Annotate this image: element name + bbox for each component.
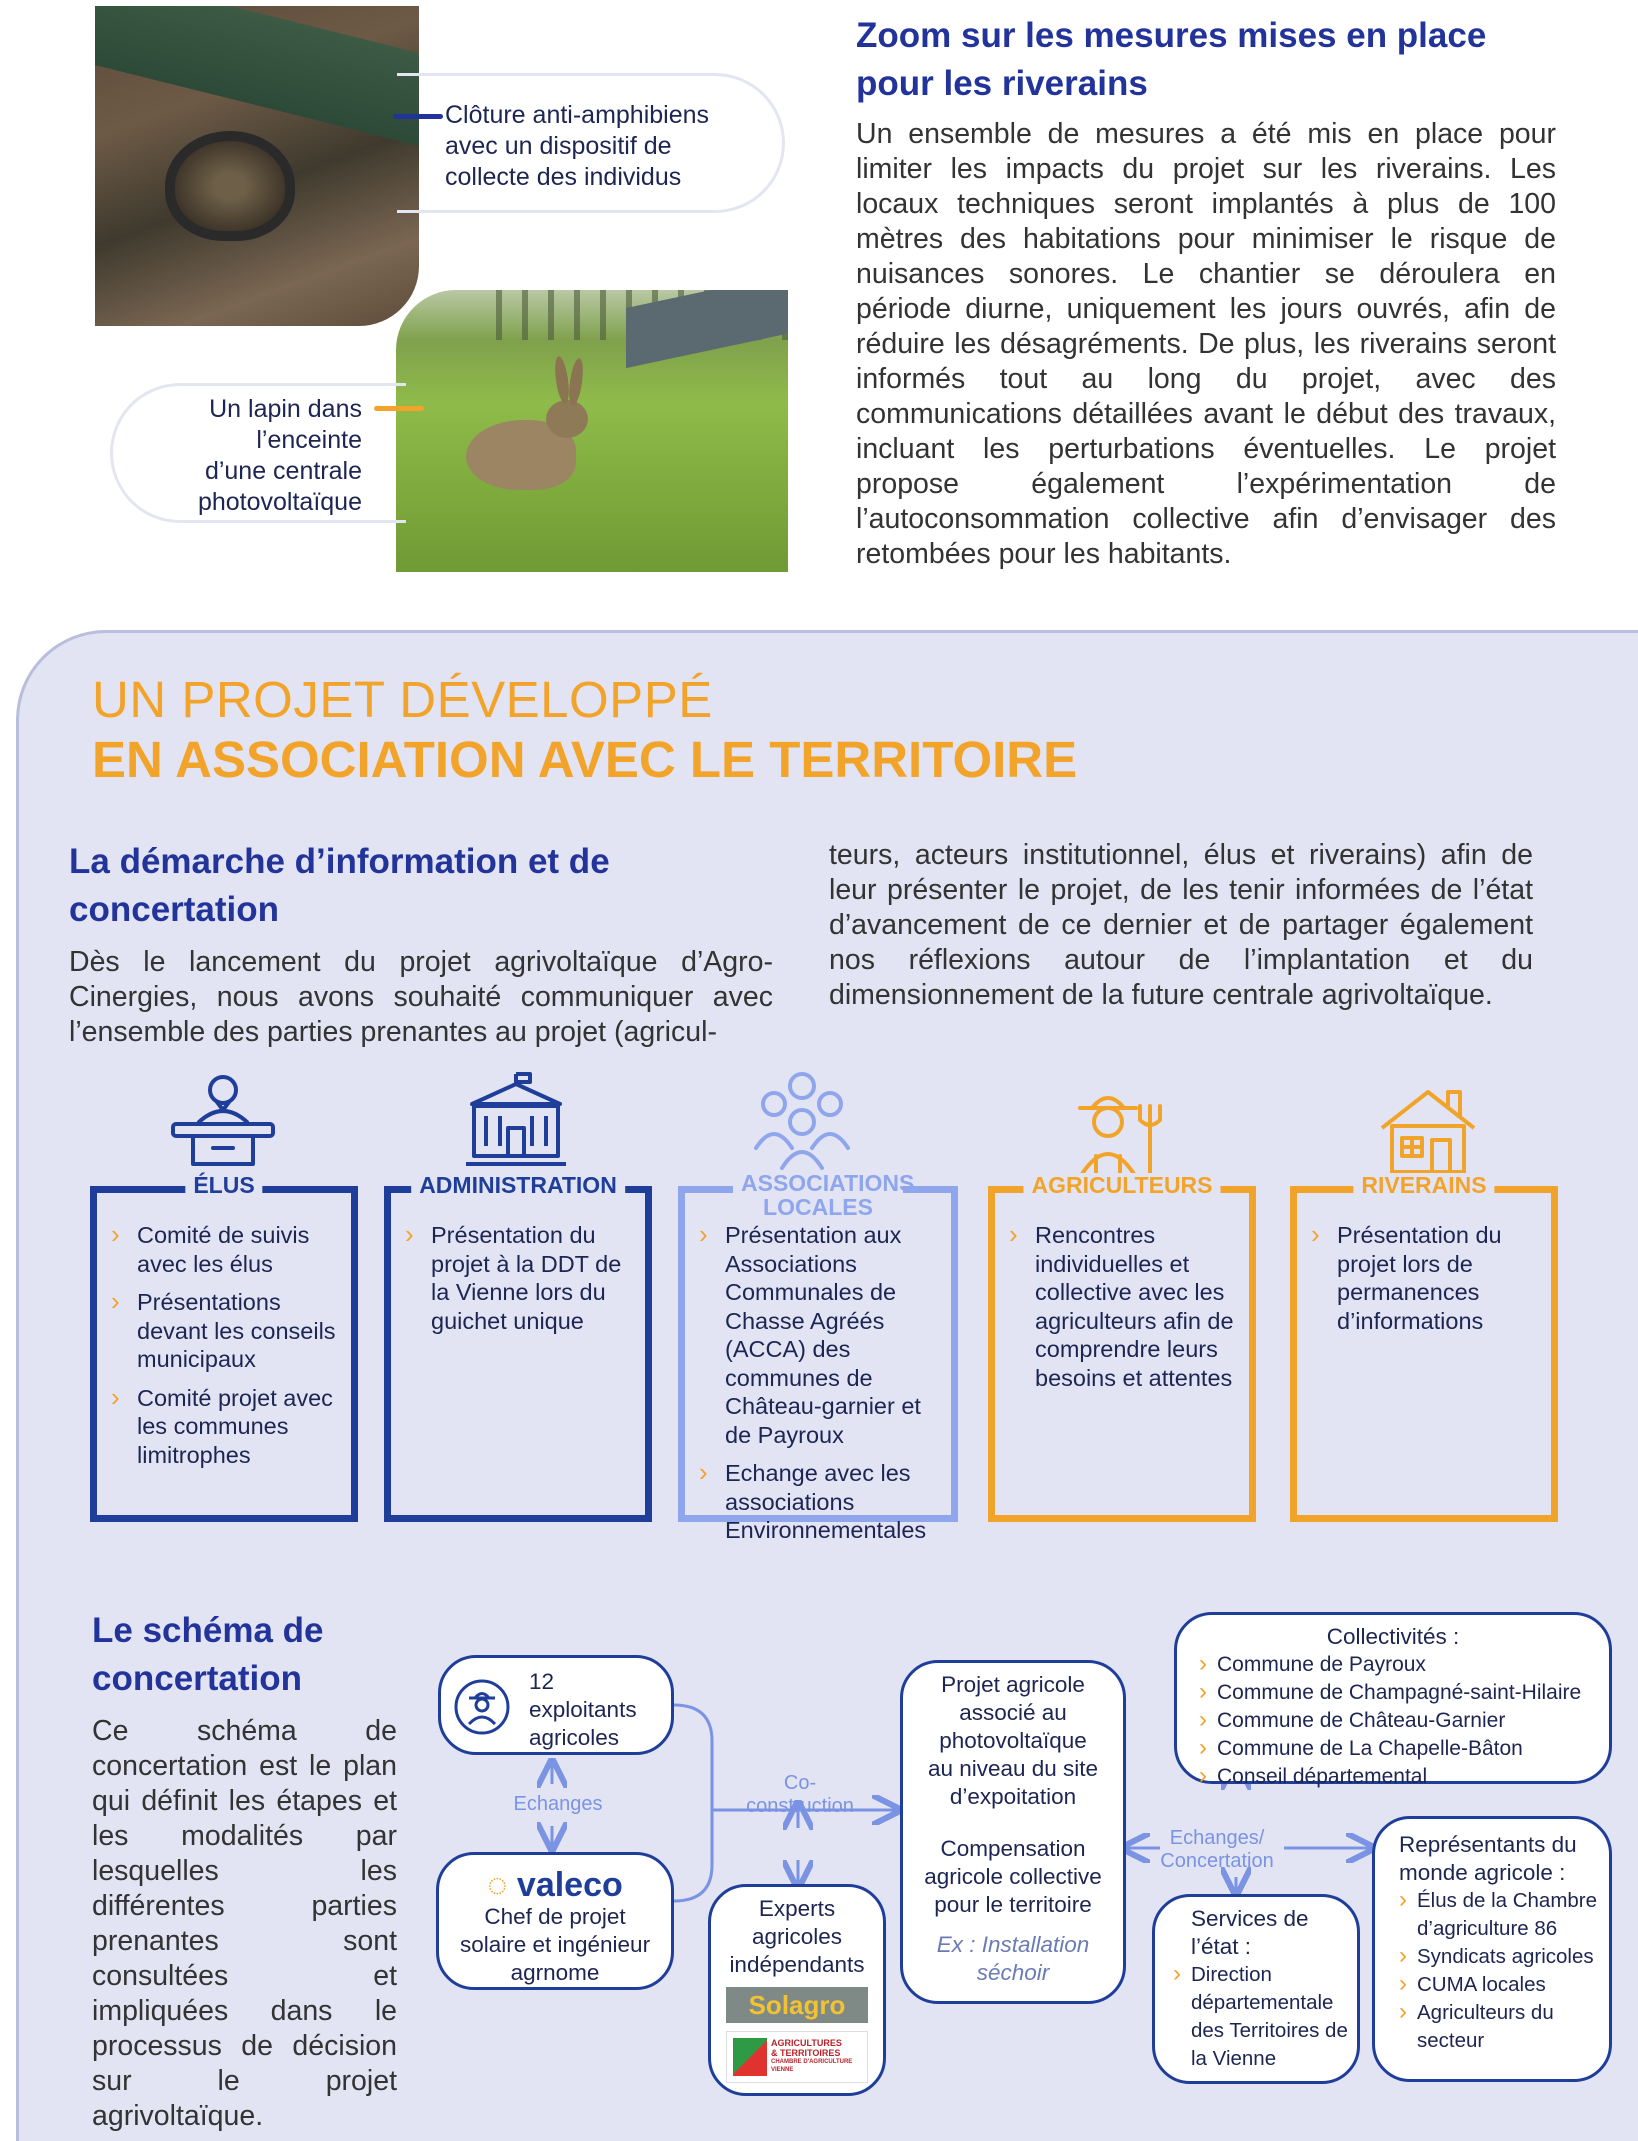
zoom-body: Un ensemble de mesures a été mis en place pour limiter les impacts du projet sur les riverains. Les locaux techniques seront implantés à plus de 100 mètres des habitations pour minimiser le risque de nuisances sonores. Le chantier se déroulera en période diurne, uniquement les jours ouvrés, afin de réduire les désagréments. De plus, les riverains seront informés tout au long du projet, avec des communications détaillées avant le début des travaux, incluant les perturbations éventuelles. Le projet propose également l’expérimentation de l’autoconsommation collective afin d’envisager des retombées pour les habitants.	[856, 118, 1556, 570]
list-item: › Présentation du projet à la DDT de la Vienne lors du guichet unique	[431, 1221, 631, 1335]
solagro-logo: Solagro	[726, 1987, 868, 2023]
label-line: Concertation	[1160, 1850, 1274, 1872]
logo-line: & TERRITOIRES	[771, 2048, 841, 2058]
representants-node	[1372, 1816, 1612, 2082]
node-line: d’expoitation	[949, 1784, 1077, 1809]
node-line: agricole collective	[924, 1864, 1102, 1889]
node-line: au niveau du site	[927, 1756, 1099, 1781]
schema-body: Ce schéma de concertation est le plan qui définit les étapes et les modalités par lesquelles les différentes parties prenantes sont consultées et impliquées dans le processus de décision sur le projet agrivoltaïque.	[92, 1715, 397, 2132]
projet-agricole-node	[900, 1660, 1126, 2004]
list-item: › Rencontres individuelles et collective avec les agriculteurs afin de comprendre leurs besoins et attentes	[1035, 1221, 1235, 1392]
list-item: › Direction départementale des Territoires de la Vienne	[1173, 1961, 1351, 2073]
list-item: › Présentations devant les conseils municipaux	[137, 1288, 337, 1374]
collectivites-list	[1199, 1651, 1609, 1791]
group-label: ASSOCIATIONS LOCALES	[733, 1171, 903, 1219]
valeco-node	[436, 1852, 674, 1990]
list-item: › Commune de Payroux	[1199, 1651, 1609, 1679]
node-line: Représentants du	[1399, 1832, 1577, 1857]
list-item: › Commune de La Chapelle-Bâton	[1199, 1735, 1609, 1763]
list-item: › Conseil départemental	[1199, 1763, 1609, 1791]
node-line: Services de	[1191, 1906, 1309, 1931]
zoom-title: Zoom sur les mesures mises en place pour les riverains	[856, 16, 1487, 103]
logo-line: CHAMBRE D'AGRICULTURE	[771, 2059, 853, 2065]
demarche-text-column-2: teurs, acteurs institutionnel, élus et riverains) afin de leur présenter le projet, de les tenir informées de l’état d’avancement de ce dernier et de partager également nos réflexions autour de l’implantation et du dimensionnement de la future centrale agrivoltaïque.	[829, 839, 1533, 1011]
node-line: pour le territoire	[934, 1892, 1092, 1917]
label-line: construction	[746, 1795, 854, 1817]
list-item: › CUMA locales	[1399, 1971, 1609, 1999]
group-label: RIVERAINS	[1353, 1173, 1494, 1197]
chambre-agriculture-logo	[726, 2031, 868, 2083]
exploitants-node	[438, 1655, 674, 1755]
valeco-logo-text: valeco	[516, 1866, 623, 1904]
rabbit-caption-line: photovoltaïque	[197, 488, 362, 516]
rabbit-caption-line: d’une centrale	[204, 457, 362, 485]
node-line: l’état :	[1191, 1934, 1252, 1959]
services-list	[1173, 1961, 1351, 2073]
group-label: ADMINISTRATION	[411, 1173, 625, 1197]
label-line: Co-	[783, 1772, 817, 1794]
node-line: solaire et ingénieur	[459, 1932, 651, 1957]
collectivites-title: Collectivités :	[1326, 1624, 1460, 1649]
valeco-logo	[439, 1867, 671, 1903]
experts-node	[708, 1884, 886, 2096]
chambre-logo-mark	[733, 2038, 767, 2076]
node-line: Chef de projet	[484, 1904, 626, 1929]
list-item: › Comité de suivis avec les élus	[137, 1221, 337, 1278]
schema-title: Le schéma de concertation	[92, 1611, 324, 1698]
node-line: exploitants	[529, 1697, 637, 1722]
section-headline-bold: EN ASSOCIATION AVEC LE TERRITOIRE	[92, 731, 1078, 788]
spacer	[903, 1811, 1123, 1835]
node-line: Projet agricole	[941, 1672, 1085, 1697]
fence-caption-line: Clôture anti-amphibiens	[445, 101, 710, 129]
list-item: › Commune de Champagné-saint-Hilaire	[1199, 1679, 1609, 1707]
logo-line: VIENNE	[771, 2067, 794, 2073]
valeco-logo-mark: ◌	[487, 1866, 508, 1904]
list-item: › Commune de Château-Garnier	[1199, 1707, 1609, 1735]
list-item: › Présentation aux Associations Communales de Chasse Agréés (ACCA) des communes de Château-garnier et de Payroux	[725, 1221, 937, 1449]
node-line: 12	[529, 1669, 555, 1694]
list-item: › Agriculteurs du secteur	[1399, 1999, 1609, 2055]
demarche-text-column-1: Dès le lancement du projet agrivoltaïque d’Agro-Cinergies, nous avons souhaité communiquer avec l’ensemble des parties prenantes au projet (agricul-	[69, 946, 773, 1048]
section-headline: UN PROJET DÉVELOPPÉ	[92, 671, 713, 728]
list-item: › Syndicats agricoles	[1399, 1943, 1609, 1971]
exploitants-text	[529, 1668, 637, 1752]
demarche-title: La démarche d’information et de concertation	[69, 842, 610, 929]
example-line: séchoir	[976, 1960, 1050, 1985]
example-line: Ex : Installation	[936, 1932, 1090, 1957]
node-line: photovoltaïque	[939, 1728, 1087, 1753]
list-item: › Présentation du projet lors de permanences d’informations	[1337, 1221, 1537, 1335]
spacer	[903, 1919, 1123, 1931]
list-item: › Élus de la Chambre d’agriculture 86	[1399, 1887, 1609, 1943]
list-item: › Comité projet avec les communes limitrophes	[137, 1384, 337, 1470]
coconstruction-label	[730, 1772, 870, 1818]
node-line: agrnome	[510, 1960, 600, 1985]
farmer-icon	[453, 1678, 511, 1736]
fence-caption-line: avec un dispositif de	[445, 132, 672, 160]
fence-caption-line: collecte des individus	[445, 163, 682, 191]
group-label: AGRICULTEURS	[1023, 1173, 1220, 1197]
echanges-concertation-label	[1140, 1827, 1294, 1873]
services-etat-node	[1152, 1894, 1360, 2084]
group-label: ÉLUS	[185, 1173, 262, 1197]
node-line: agricoles	[751, 1924, 843, 1949]
representants-list	[1399, 1887, 1609, 2055]
node-line: monde agricole :	[1399, 1860, 1566, 1885]
rabbit-caption-line: Un lapin dans	[209, 395, 362, 423]
node-line: agricoles	[529, 1725, 620, 1750]
rabbit-caption-line: l’enceinte	[256, 426, 362, 454]
node-line: indépendants	[729, 1952, 865, 1977]
node-line: Compensation	[940, 1836, 1086, 1861]
collectivites-node	[1174, 1612, 1612, 1788]
node-line: Experts	[758, 1896, 836, 1921]
list-item: › Echange avec les associations Environnementales	[725, 1459, 937, 1545]
chambre-logo-text	[771, 2038, 852, 2074]
node-line: associé au	[959, 1700, 1067, 1725]
logo-line: AGRICULTURES	[771, 2038, 842, 2048]
echanges-label: Echanges	[513, 1793, 603, 1815]
label-line: Echanges/	[1169, 1827, 1265, 1849]
